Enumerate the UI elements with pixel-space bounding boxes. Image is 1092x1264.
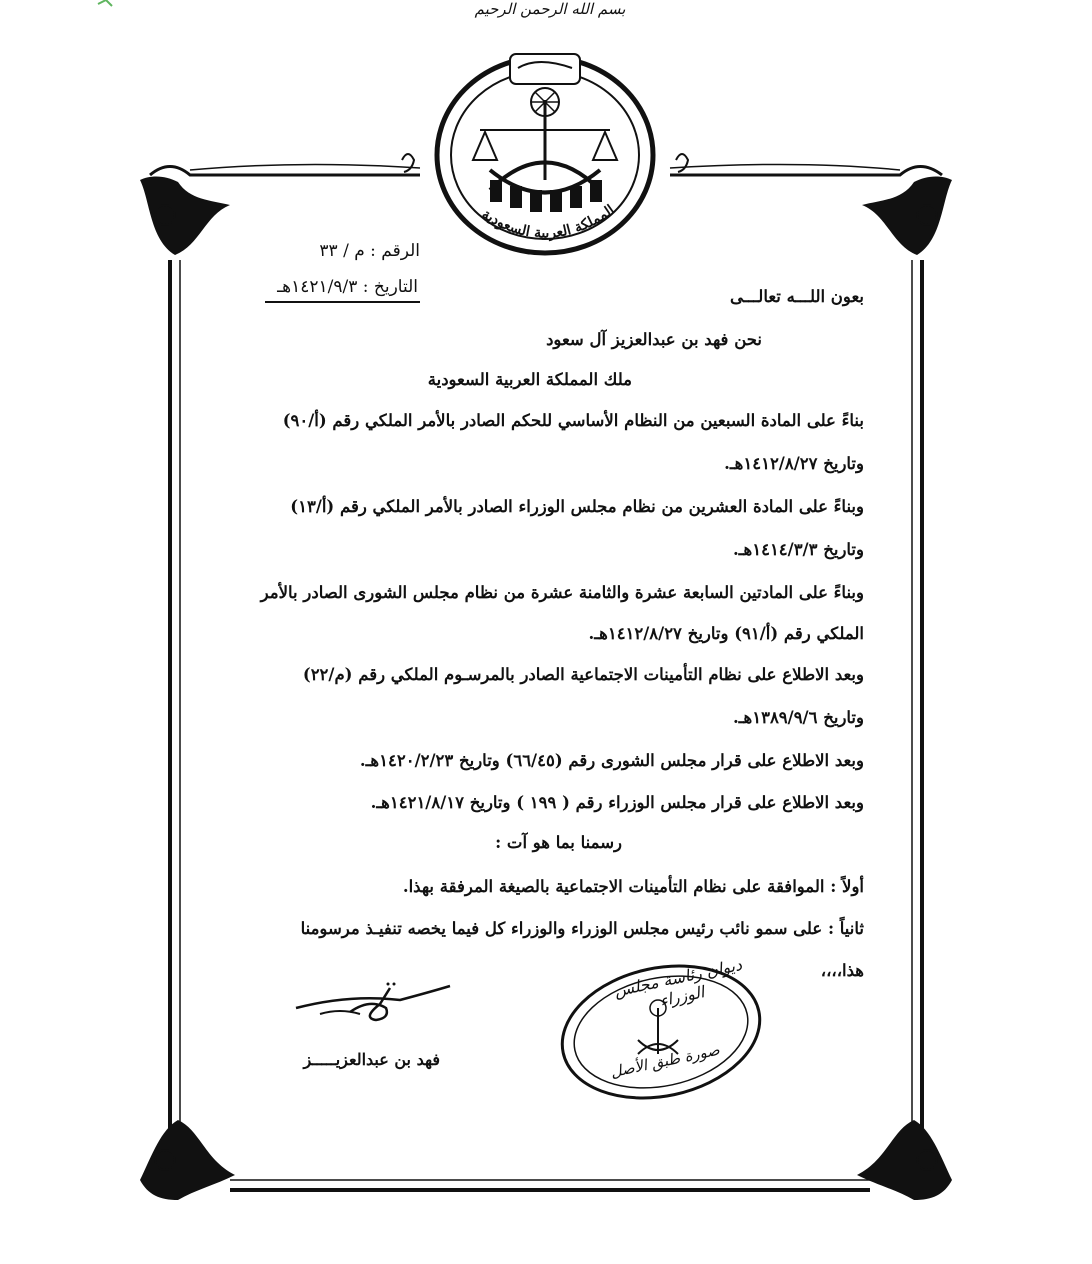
article-first: أولاً : الموافقة على نظام التأمينات الاجتماعية بالصيغة المرفقة بهذا. xyxy=(402,877,864,896)
body-line: وبناءً على المادة العشرين من نظام مجلس الوزراء الصادر بالأمر الملكي رقم (أ/١٣) xyxy=(290,497,864,516)
issuer-line: نحن فهد بن عبدالعزيز آل سعود xyxy=(546,330,762,349)
handwritten-signature xyxy=(290,978,460,1028)
body-line: وتاريخ ١٣٨٩/٩/٦هـ. xyxy=(732,708,864,727)
svg-text:المملكة العربية السعودية: المملكة العربية السعودية xyxy=(478,202,618,242)
body-line: وبعد الاطلاع على نظام التأمينات الاجتماعية الصادر بالمرسـوم الملكي رقم (م/٢٢) xyxy=(302,665,864,684)
stamp-text-top: ديوان رئاسة مجلس الوزراء xyxy=(612,954,744,1011)
body-line: وبناءً على المادتين السابعة عشرة والثامنة عشرة من نظام مجلس الشورى الصادر بالأمر xyxy=(260,583,864,602)
body-line: وتاريخ ١٤١٤/٣/٣هـ. xyxy=(732,540,864,559)
body-line: وبعد الاطلاع على قرار مجلس الشورى رقم (٦٦/٤٥) وتاريخ ١٤٢٠/٢/٢٣هـ. xyxy=(359,751,864,770)
title-line: ملك المملكة العربية السعودية xyxy=(427,370,632,389)
body-line: وبعد الاطلاع على قرار مجلس الوزراء رقم ( ١٩٩ ) وتاريخ ١٤٢١/٨/١٧هـ. xyxy=(370,793,864,812)
basmala-heading: بسم الله الرحمن الرحيم xyxy=(474,0,626,18)
body-line: وتاريخ ١٤١٢/٨/٢٧هـ. xyxy=(724,454,864,473)
signatory-name: فهد بن عبدالعزيـــــز xyxy=(303,1050,440,1069)
closing-line: هذا،،،، xyxy=(820,961,864,980)
decree-intro: رسمنا بما هو آت : xyxy=(495,833,622,852)
article-second: ثانياً : على سمو نائب رئيس مجلس الوزراء والوزراء كل فيما يخصه تنفيـذ مرسومنا xyxy=(300,919,864,938)
kingdom-emblem xyxy=(430,40,660,260)
stamp-text-bottom: صورة طبق الأصل xyxy=(608,1040,722,1082)
reference-number: الرقم : م / ٣٣ xyxy=(319,241,420,261)
opening-invocation: بعون اللـــه تعالـــى xyxy=(730,287,864,306)
body-line: الملكي رقم (أ/٩١) وتاريخ ١٤١٢/٨/٢٧هـ. xyxy=(588,624,864,643)
reference-date: التاريخ : ١٤٢١/٩/٣هـ xyxy=(265,277,420,303)
body-line: بناءً على المادة السبعين من النظام الأساسي للحكم الصادر بالأمر الملكي رقم (أ/٩٠) xyxy=(282,411,864,430)
